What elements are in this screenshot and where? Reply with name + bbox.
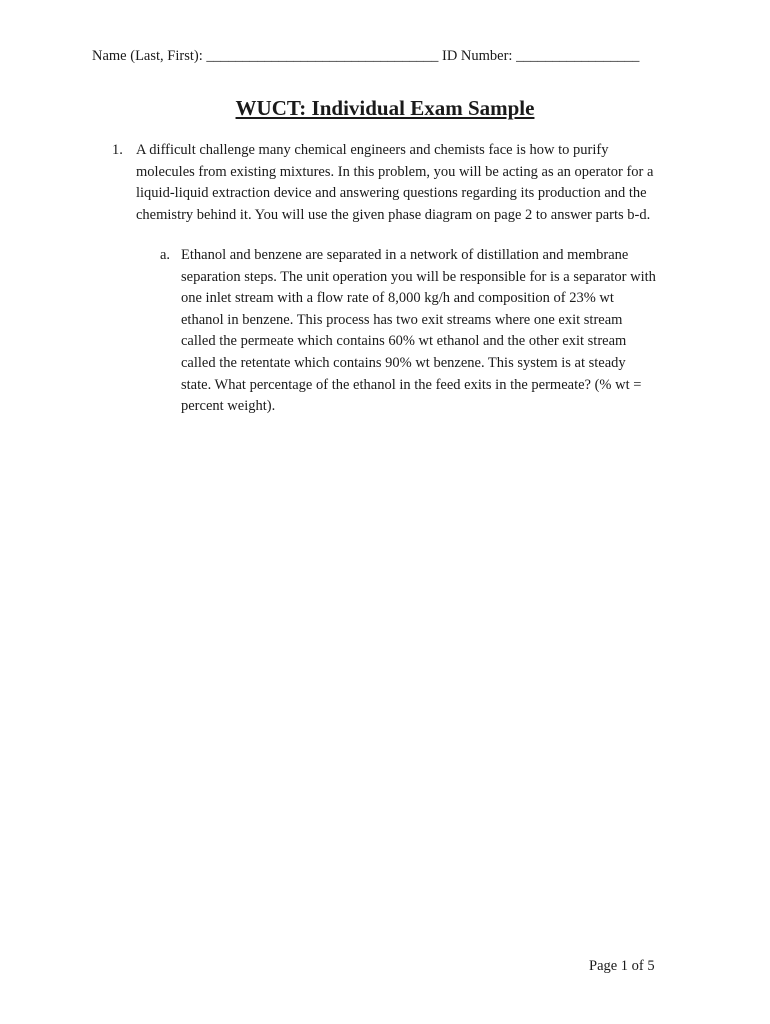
question-number: 1. xyxy=(112,142,123,158)
part-letter: a. xyxy=(160,247,171,263)
name-id-header: Name (Last, First): ________________________________ ID Number: _________________ xyxy=(92,48,640,64)
question-line: molecules from existing mixtures. In this problem, you will be acting as an operator for a xyxy=(136,163,654,180)
page-number: Page 1 of 5 xyxy=(589,958,655,974)
question-line: A difficult challenge many chemical engineers and chemists face is how to purify xyxy=(136,142,609,158)
part-a-line: percent weight). xyxy=(181,398,276,415)
question-line: chemistry behind it. You will use the given phase diagram on page 2 to answer parts b-d. xyxy=(136,206,651,223)
part-a-text xyxy=(181,245,681,418)
part-a-line: one inlet stream with a flow rate of 8,000 kg/h and composition of 23% wt xyxy=(181,290,614,307)
page-title: WUCT: Individual Exam Sample xyxy=(235,96,535,120)
part-a-line: ethanol in benzene. This process has two exit streams where one exit stream xyxy=(181,311,623,328)
part-a-line: Ethanol and benzene are separated in a network of distillation and membrane xyxy=(181,247,629,263)
question-line: liquid-liquid extraction device and answering questions regarding its production and the xyxy=(136,185,647,202)
question-text xyxy=(136,140,681,226)
part-a-line: called the retentate which contains 90% wt benzene. This system is at steady xyxy=(181,354,626,371)
part-a-line: called the permeate which contains 60% wt ethanol and the other exit stream xyxy=(181,333,627,350)
part-a-line: state. What percentage of the ethanol in the feed exits in the permeate? (% wt = xyxy=(181,376,642,393)
part-a-line: separation steps. The unit operation you will be responsible for is a separator with xyxy=(181,268,656,285)
